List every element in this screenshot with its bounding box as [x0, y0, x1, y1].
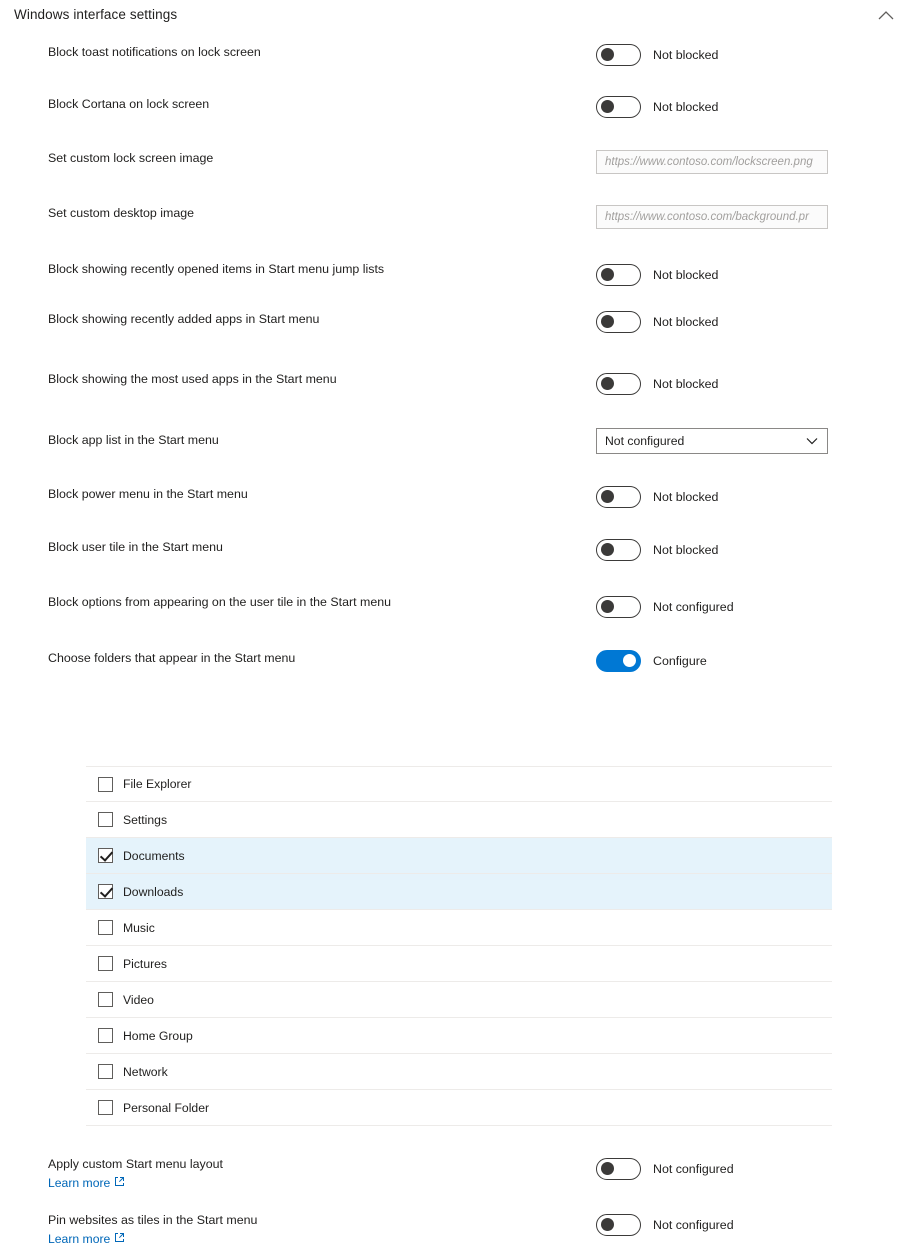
toggle-knob: [601, 377, 614, 390]
folder-name: Network: [123, 1064, 168, 1079]
row-checkbox-cell: [87, 884, 123, 899]
setting-control: [596, 594, 914, 618]
setting-control: [596, 539, 914, 561]
row-checkbox-cell: [87, 956, 123, 971]
learn-more-link-pin-websites[interactable]: [48, 1231, 125, 1248]
setting-label-block: [0, 1212, 596, 1248]
folder-name: Settings: [123, 812, 168, 827]
external-link-icon: [114, 1231, 125, 1248]
setting-control: [596, 1212, 914, 1236]
toggle-choose-start-menu-folders[interactable]: [596, 650, 641, 672]
toggle-block-most-used-apps[interactable]: [596, 373, 641, 395]
toggle-apply-custom-start-layout[interactable]: [596, 1158, 641, 1180]
table-row[interactable]: [86, 946, 832, 982]
folder-name: Home Group: [123, 1028, 193, 1043]
setting-label: Pin websites as tiles in the Start menu: [48, 1213, 258, 1227]
toggle-block-recently-added-apps[interactable]: [596, 311, 641, 333]
setting-control: [596, 150, 914, 174]
setting-control: [596, 428, 914, 454]
checkbox-video[interactable]: [98, 992, 113, 1007]
toggle-block-recent-jump-lists[interactable]: [596, 264, 641, 286]
setting-control: [596, 371, 914, 395]
toggle-state-text: Not blocked: [653, 268, 719, 282]
setting-label: Set custom desktop image: [48, 206, 195, 220]
checkbox-downloads[interactable]: [98, 884, 113, 899]
page-title: Windows interface settings: [14, 7, 178, 22]
setting-control: [596, 1156, 914, 1180]
setting-row-block-most-used-apps: [0, 371, 914, 405]
toggle-knob: [601, 100, 614, 113]
setting-label: Block toast notifications on lock screen: [48, 45, 261, 59]
setting-row-block-cortana-lock-screen: [0, 96, 914, 130]
toggle-pin-websites-as-tiles[interactable]: [596, 1214, 641, 1236]
checkbox-file-explorer[interactable]: [98, 777, 113, 792]
desktop-image-input[interactable]: [596, 205, 828, 229]
table-row[interactable]: [86, 874, 832, 910]
setting-label: Block showing the most used apps in the Start menu: [48, 372, 337, 386]
table-row[interactable]: [86, 1054, 832, 1090]
toggle-knob: [601, 1218, 614, 1231]
toggle-block-cortana-lock-screen[interactable]: [596, 96, 641, 118]
toggle-state-text: Not blocked: [653, 315, 719, 329]
dropdown-block-app-list[interactable]: [596, 428, 828, 454]
row-checkbox-cell: [87, 848, 123, 863]
table-row[interactable]: [86, 982, 832, 1018]
setting-label: Set custom lock screen image: [48, 151, 214, 165]
toggle-state-text: Not blocked: [653, 543, 719, 557]
toggle-block-user-tile[interactable]: [596, 539, 641, 561]
setting-label-block: [0, 1156, 596, 1192]
toggle-state-text: Not blocked: [653, 100, 719, 114]
setting-row-custom-lock-screen-image: [0, 150, 914, 184]
toggle-state-text: Not configured: [653, 1162, 734, 1176]
table-row[interactable]: [86, 910, 832, 946]
setting-control: [596, 261, 914, 286]
table-row[interactable]: [86, 766, 832, 802]
setting-label: Block app list in the Start menu: [48, 433, 219, 447]
checkbox-music[interactable]: [98, 920, 113, 935]
section-header: [0, 0, 914, 30]
start-menu-folders-table: [86, 766, 832, 1126]
row-checkbox-cell: [87, 992, 123, 1007]
toggle-state-text: Not blocked: [653, 490, 719, 504]
toggle-knob: [601, 490, 614, 503]
table-row[interactable]: [86, 1090, 832, 1126]
setting-row-custom-desktop-image: [0, 205, 914, 239]
learn-more-text: Learn more: [48, 1176, 111, 1190]
table-row[interactable]: [86, 802, 832, 838]
folder-name: File Explorer: [123, 777, 192, 791]
setting-control: [596, 205, 914, 229]
setting-row-block-app-list: [0, 428, 914, 462]
toggle-block-user-tile-options[interactable]: [596, 596, 641, 618]
learn-more-link-start-layout[interactable]: [48, 1175, 125, 1192]
checkbox-pictures[interactable]: [98, 956, 113, 971]
toggle-knob: [601, 1162, 614, 1175]
checkbox-settings[interactable]: [98, 812, 113, 827]
toggle-state-text: Not blocked: [653, 48, 719, 62]
setting-row-block-user-tile: [0, 539, 914, 573]
folder-name: Music: [123, 920, 155, 935]
setting-row-block-recently-added-apps: [0, 311, 914, 345]
setting-label: Choose folders that appear in the Start menu: [48, 651, 296, 665]
row-checkbox-cell: [87, 777, 123, 792]
chevron-up-icon[interactable]: [876, 6, 896, 26]
folder-name: Documents: [123, 848, 185, 863]
setting-control: [596, 486, 914, 508]
setting-control: [596, 311, 914, 333]
folder-name: Downloads: [123, 884, 184, 899]
setting-row-apply-custom-start-layout: [0, 1156, 914, 1192]
setting-row-block-user-tile-options: [0, 594, 914, 628]
toggle-knob: [623, 654, 636, 667]
row-checkbox-cell: [87, 812, 123, 827]
folder-name: Video: [123, 992, 154, 1007]
toggle-block-power-menu[interactable]: [596, 486, 641, 508]
toggle-knob: [601, 600, 614, 613]
toggle-knob: [601, 315, 614, 328]
bottom-settings-list: [0, 1156, 914, 1248]
setting-label: Block power menu in the Start menu: [48, 487, 248, 501]
checkbox-personal-folder[interactable]: [98, 1100, 113, 1115]
setting-control: [596, 650, 914, 672]
toggle-state-text: Not configured: [653, 600, 734, 614]
table-row[interactable]: [86, 1018, 832, 1054]
row-checkbox-cell: [87, 1064, 123, 1079]
setting-control: [596, 96, 914, 118]
setting-row-block-toast-notifications: [0, 44, 914, 78]
toggle-knob: [601, 48, 614, 61]
row-checkbox-cell: [87, 1028, 123, 1043]
toggle-state-text: Not configured: [653, 1218, 734, 1232]
setting-label: Block showing recently opened items in Start menu jump lists: [48, 262, 385, 276]
toggle-state-text: Configure: [653, 654, 707, 668]
setting-label: Block Cortana on lock screen: [48, 97, 210, 111]
folder-name: Pictures: [123, 956, 168, 971]
toggle-block-toast-notifications[interactable]: [596, 44, 641, 66]
dropdown-value: Not configured: [605, 434, 685, 448]
table-row[interactable]: [86, 838, 832, 874]
setting-row-block-power-menu: [0, 486, 914, 520]
learn-more-text: Learn more: [48, 1232, 111, 1246]
settings-list: [0, 44, 914, 684]
lock-screen-image-input[interactable]: [596, 150, 828, 174]
setting-control: [596, 44, 914, 66]
setting-row-choose-start-menu-folders: [0, 650, 914, 684]
setting-label: Apply custom Start menu layout: [48, 1157, 223, 1171]
setting-row-pin-websites-as-tiles: [0, 1212, 914, 1248]
checkbox-documents[interactable]: [98, 848, 113, 863]
setting-label: Block showing recently added apps in Start menu: [48, 312, 320, 326]
external-link-icon: [114, 1175, 125, 1192]
chevron-down-icon: [806, 434, 818, 448]
row-checkbox-cell: [87, 920, 123, 935]
toggle-knob: [601, 543, 614, 556]
folder-name: Personal Folder: [123, 1100, 210, 1115]
setting-label: Block user tile in the Start menu: [48, 540, 223, 554]
setting-label: Block options from appearing on the user tile in the Start menu: [48, 595, 391, 609]
row-checkbox-cell: [87, 1100, 123, 1115]
setting-row-block-recent-jump-lists: [0, 261, 914, 295]
toggle-state-text: Not blocked: [653, 377, 719, 391]
checkbox-home-group[interactable]: [98, 1028, 113, 1043]
toggle-knob: [601, 268, 614, 281]
checkbox-network[interactable]: [98, 1064, 113, 1079]
